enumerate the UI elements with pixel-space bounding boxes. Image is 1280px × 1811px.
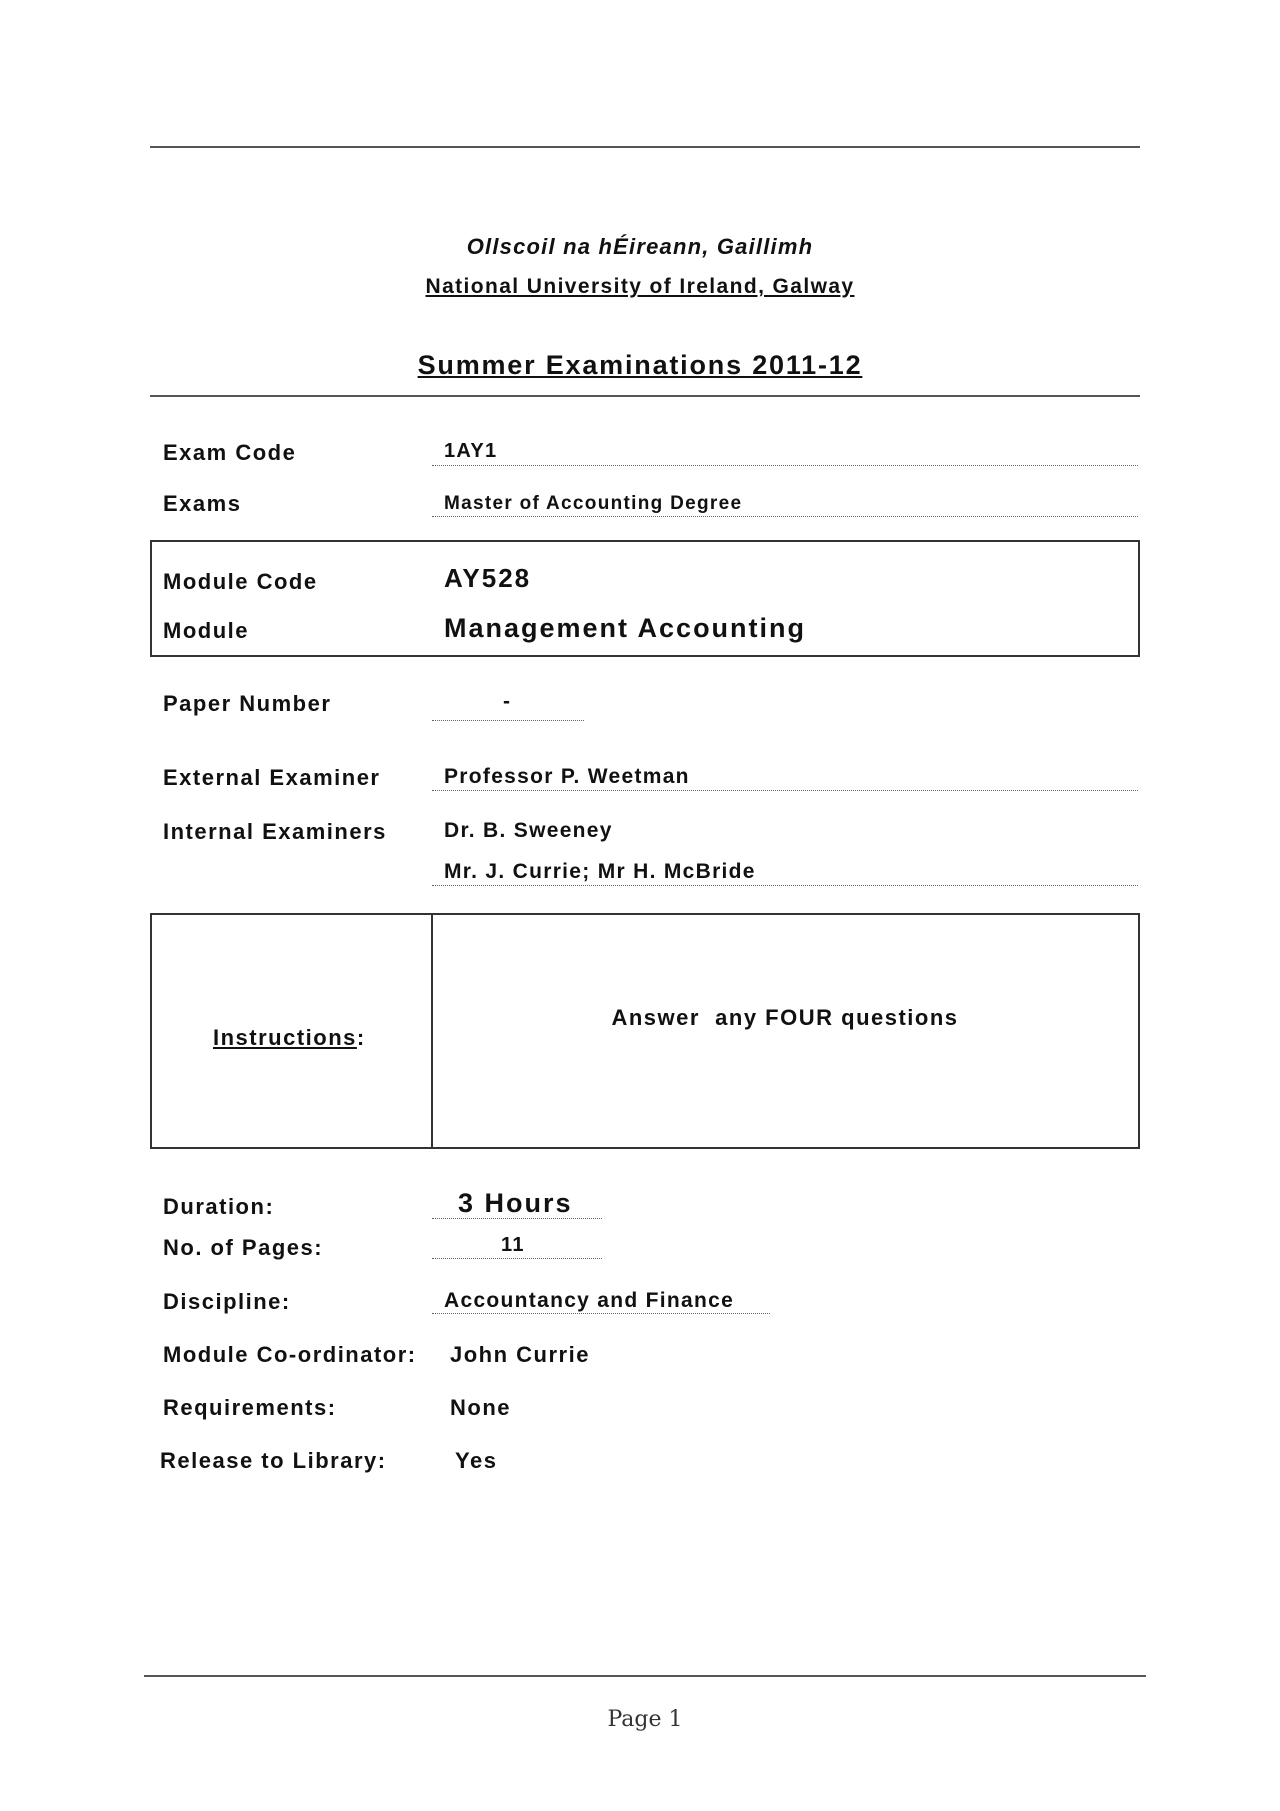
instructions-divider [431,913,433,1149]
external-examiner-line [432,790,1138,791]
module-label: Module [163,618,249,643]
exam-code-line [432,465,1138,466]
exam-session-title: Summer Examinations 2011-12 [417,350,863,380]
exams-label: Exams [163,491,242,516]
header-rule [150,395,1140,397]
paper-number-label: Paper Number [163,691,332,716]
pages-value: 11 [501,1234,525,1256]
university-irish-name: Ollscoil na hÉireann, Gaillimh [466,234,814,259]
duration-label: Duration: [163,1194,275,1219]
pages-line [432,1258,602,1259]
requirements-label: Requirements: [163,1395,337,1420]
module-code-label: Module Code [163,569,318,594]
page-number: Page 1 [607,1707,683,1732]
duration-line [432,1218,602,1219]
exam-code-label: Exam Code [163,440,297,465]
internal-examiners-label: Internal Examiners [163,819,387,844]
requirements-value: None [450,1395,511,1420]
internal-examiner-2: Mr. J. Currie; Mr H. McBride [444,860,756,883]
internal-examiner-1: Dr. B. Sweeney [444,819,613,842]
coordinator-value: John Currie [450,1342,590,1367]
release-value: Yes [455,1448,498,1473]
exams-line [432,516,1138,517]
pages-label: No. of Pages: [163,1235,324,1260]
discipline-value: Accountancy and Finance [444,1289,735,1312]
discipline-label: Discipline: [163,1289,291,1314]
release-label: Release to Library: [160,1448,387,1473]
external-examiner-value: Professor P. Weetman [444,765,690,788]
coordinator-label: Module Co-ordinator: [163,1342,417,1367]
exams-value: Master of Accounting Degree [444,493,743,514]
module-value: Management Accounting [444,613,807,643]
university-english-name: National University of Ireland, Galway [425,275,855,298]
exam-code-value: 1AY1 [444,440,498,462]
top-rule [150,146,1140,148]
instructions-colon: : [356,1025,366,1050]
external-examiner-label: External Examiner [163,765,381,790]
footer-rule [144,1675,1146,1677]
module-code-value: AY528 [444,563,532,593]
instructions-label-wrap [213,1025,366,1051]
instructions-text: Answer any FOUR questions [611,1005,959,1030]
discipline-line [432,1313,770,1314]
paper-number-line [432,720,584,721]
paper-number-value: - [503,690,512,713]
internal-examiners-line [432,885,1138,886]
instructions-label: Instructions [213,1025,357,1050]
duration-value: 3 Hours [458,1188,573,1218]
